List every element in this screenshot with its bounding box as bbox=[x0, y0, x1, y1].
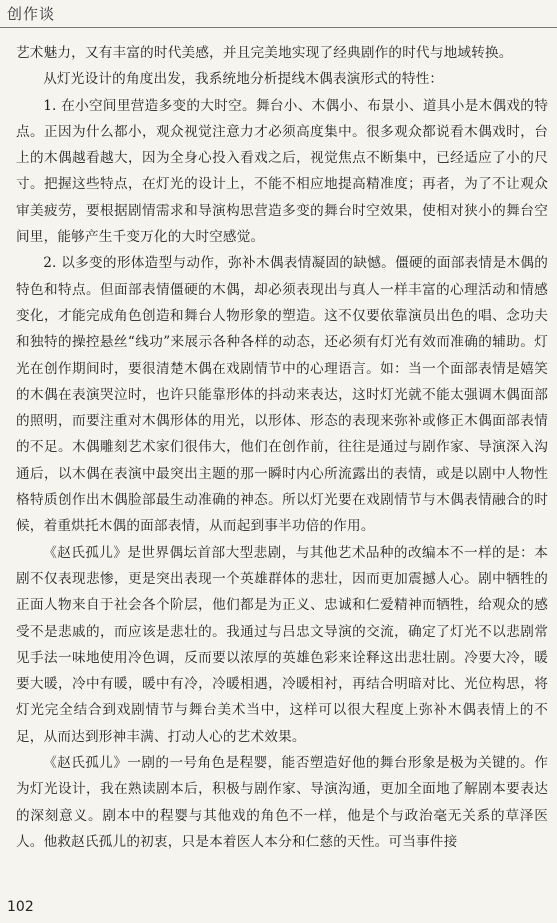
paragraph: 1. 在小空间里营造多变的大时空。舞台小、木偶小、布景小、道具小是木偶戏的特点。正因为什么都小，观众视觉注意力才必须高度集中。很多观众都说看木偶戏时，台上的木偶越看越大，因为全身心投入看戏之后，视觉焦点不断集中，已经适应了小的尺寸。把握这些特点，在灯光的设计上，不能不相应地提高精准度；再者，为了不让观众审美疲劳，要根据剧情需求和导演构思营造多变的舞台时空效果，使相对狭小的舞台空间里，能够产生千变万化的大时空感觉。 bbox=[16, 97, 548, 246]
paragraph: 从灯光设计的角度出发，我系统地分析提线木偶表演形式的特性： bbox=[43, 71, 444, 88]
article-body bbox=[16, 40, 548, 855]
paragraph: 2. 以多变的形体造型与动作，弥补木偶表情凝固的缺憾。僵硬的面部表情是木偶的特色和特点。但面部表情僵硬的木偶，却必须表现出与真人一样丰富的心理活动和情感变化，才能完成角色创造和舞台人物形象的塑造。这不仅要依靠演员出色的唱、念功夫和独特的操控悬丝“线功”来展示各种各样的动态，还必须有灯光有效而准确的辅助。灯光在创作期间时，要很清楚木偶在戏剧情节中的心理语言。如：当一个面部表情是嬉笑的木偶在表演哭泣时，也许只能靠形体的抖动来表达，这时灯光就不能太强调木偶面部的照明，而要注重对木偶形体的用光，以形体、形态的表现来弥补或修正木偶面部表情的不足。木偶雕刻艺术家们很伟大，他们在创作前，往往是通过与剧作家、导演深入沟通后，以木偶在表演中最突出主题的那一瞬时内心所流露出的表情，或是以剧中人物性格特质创作出木偶脸部最生动准确的神态。所以灯光要在戏剧情节与木偶表情融合的时候，着重烘托木偶的面部表情，从而起到事半功倍的作用。 bbox=[16, 255, 548, 535]
running-header bbox=[0, 0, 557, 30]
paragraph: 艺术魅力，又有丰富的时代美感，并且完美地实现了经典剧作的时代与地域转换。 bbox=[16, 45, 513, 61]
page-number: 102 bbox=[7, 899, 34, 915]
paragraph: 《赵氏孤儿》一剧的一号角色是程婴，能否塑造好他的舞台形象是极为关键的。作为灯光设计，我在熟读剧本后，积极与剧作家、导演沟通，更加全面地了解剧本要表达的深刻意义。剧本中的程婴与其他戏的角色不一样，他是个与政治毫无关系的草泽医人。他救赵氏孤儿的初衷，只是本着医人本分和仁慈的天性。可当事件接 bbox=[16, 755, 548, 850]
header-rule bbox=[0, 27, 557, 28]
paragraph: 《赵氏孤儿》是世界偶坛首部大型悲剧，与其他艺术品种的改编本不一样的是：本剧不仅表现悲惨，更是突出表现一个英雄群体的悲壮，因而更加震撼人心。剧中牺牲的正面人物来自于社会各个阶层，他们都是为正义、忠诚和仁爱精神而牺牲，给观众的感受不是悲戚的，而应该是悲壮的。我通过与吕忠文导演的交流，确定了灯光不以悲剧常见手法一味地使用冷色调，反而要以浓厚的英雄色彩来诠释这出悲壮剧。冷要大冷，暖要大暖，冷中有暖，暖中有冷，冷暖相遇，冷暖相衬，再结合明暗对比、光位构思，将灯光完全结合到戏剧情节与舞台美术当中，这样可以很大程度上弥补木偶表情上的不足，从而达到形神丰满、打动人心的艺术效果。 bbox=[16, 544, 548, 745]
section-title: 创作谈 bbox=[7, 5, 56, 23]
